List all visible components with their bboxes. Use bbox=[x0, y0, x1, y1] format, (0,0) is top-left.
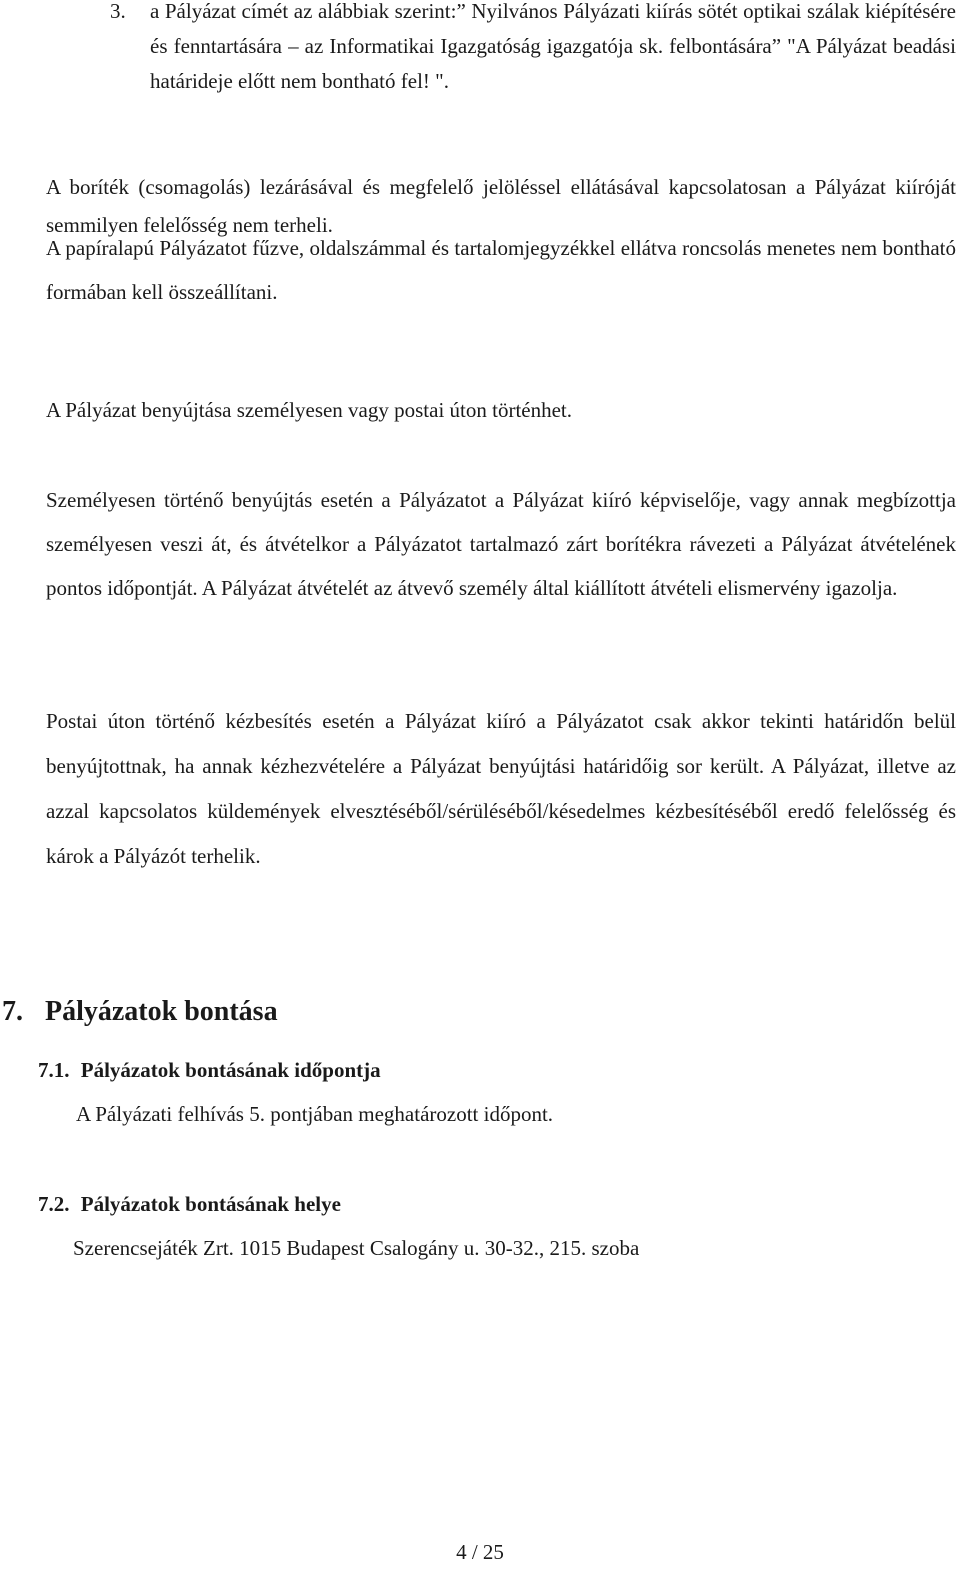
list-item-number: 3. bbox=[110, 0, 126, 23]
subsection-text-time: A Pályázati felhívás 5. pontjában meghatározott időpont. bbox=[76, 1102, 554, 1126]
subsection-title: Pályázatok bontásának időpontja bbox=[80, 1058, 381, 1082]
subsection-number: 7.2. bbox=[38, 1192, 70, 1216]
paragraph-submission-methods: A Pályázat benyújtása személyesen vagy postai úton történhet. bbox=[46, 398, 573, 422]
section-number: 7. bbox=[2, 996, 23, 1027]
paragraph-paper-format: A papíralapú Pályázatot fűzve, oldalszámmal és tartalomjegyzékkel ellátva roncsolás menetes nem bontható formában kell összeállítani. bbox=[46, 236, 956, 304]
subsection-heading-time bbox=[38, 1058, 381, 1083]
list-item-text: a Pályázat címét az alábbiak szerint:” Nyilvános Pályázati kiírás sötét optikai szálak kiépítésére és fenntartására – az Informatikai Igazgatóság igazgatója sk. felbontására” "A Pályázat beadási határideje előtt nem bontható fel! ". bbox=[150, 0, 956, 93]
section-heading bbox=[2, 996, 278, 1028]
subsection-number: 7.1. bbox=[38, 1058, 70, 1082]
paragraph-envelope-liability: A boríték (csomagolás) lezárásával és megfelelő jelöléssel ellátásával kapcsolatosan a Pályázat kiíróját semmilyen felelősség nem terheli. bbox=[46, 175, 956, 237]
page-number: 4 / 25 bbox=[456, 1540, 504, 1564]
subsection-text-place: Szerencsejáték Zrt. 1015 Budapest Csalogány u. 30-32., 215. szoba bbox=[73, 1236, 640, 1260]
subsection-heading-place bbox=[38, 1192, 341, 1217]
subsection-title: Pályázatok bontásának helye bbox=[80, 1192, 341, 1216]
paragraph-postal-submission: Postai úton történő kézbesítés esetén a Pályázat kiíró a Pályázatot csak akkor tekinti határidőn belül benyújtottnak, ha annak kézhezvételére a Pályázat benyújtási határidőig sor került. A Pályázat, illetve az azzal kapcsolatos küldemények elvesztéséből/sérüléséből/késedelmes kézbesítéséből eredő felelősség és károk a Pályázót terhelik. bbox=[46, 709, 956, 868]
section-title: Pályázatok bontása bbox=[45, 996, 278, 1027]
paragraph-personal-submission: Személyesen történő benyújtás esetén a Pályázatot a Pályázat kiíró képviselője, vagy annak megbízottja személyesen veszi át, és átvételkor a Pályázatot tartalmazó zárt borítékra rávezeti a Pályázat átvételének pontos időpontját. A Pályázat átvételét az átvevő személy által kiállított átvételi elismervény igazolja. bbox=[46, 488, 956, 600]
